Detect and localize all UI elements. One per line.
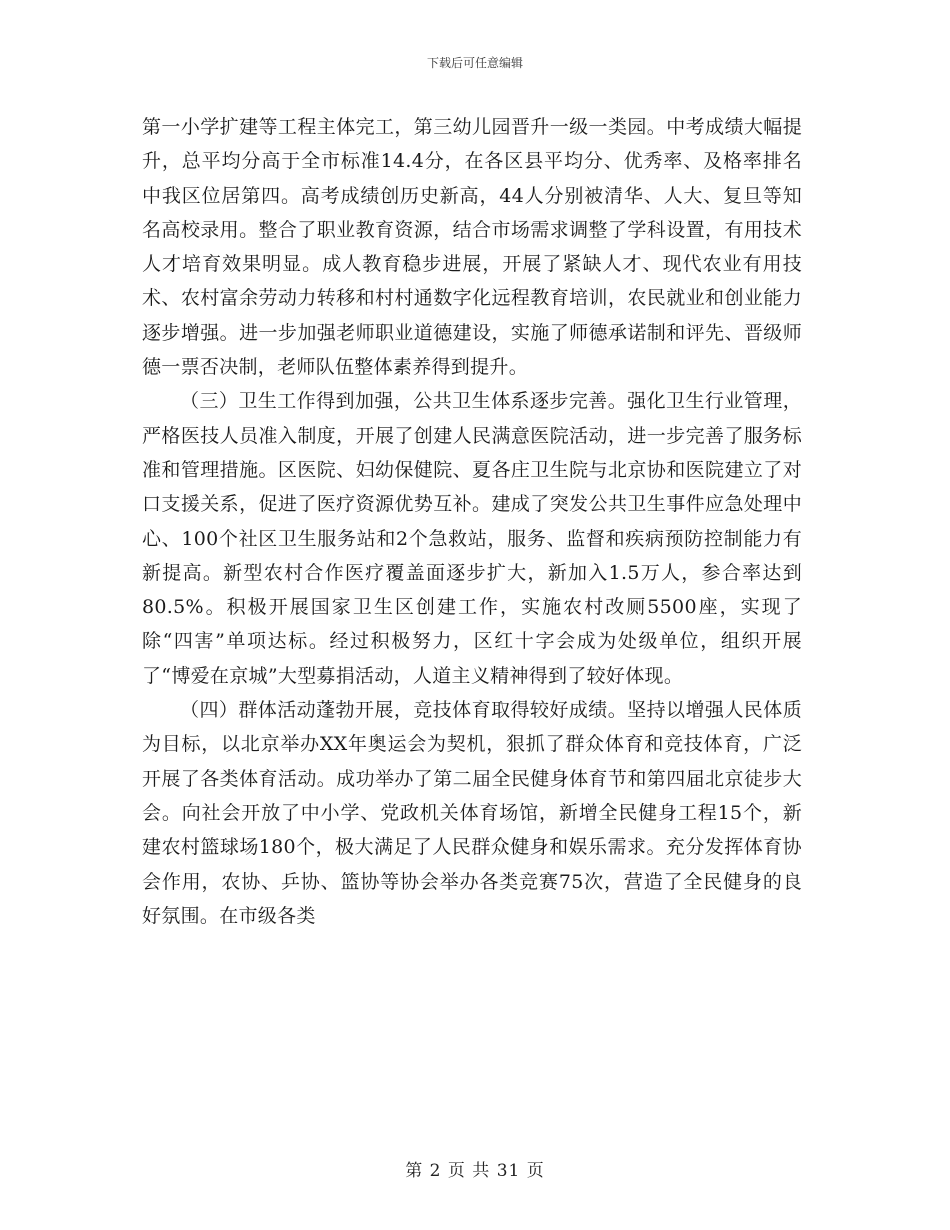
header-note: 下载后可任意编辑 xyxy=(426,56,523,70)
paragraph-health: （三）卫生工作得到加强，公共卫生体系逐步完善。强化卫生行业管理，严格医技人员准入制度，开展了创建人民满意医院活动，进一步完善了服务标准和管理措施。区医院、妇幼保健院、夏各庄卫生院与北京协和医院建立了对口支援关系，促进了医疗资源优势互补。建成了突发公共卫生事件应急处理中心、100个社区卫生服务站和2个急救站，服务、监督和疾病预防控制能力有新提高。新型农村合作医疗覆盖面逐步扩大，新加入1.5万人，参合率达到80.5%。积极开展国家卫生区创建工作，实施农村改厕5500座，实现了除“四害”单项达标。经过积极努力，区红十字会成为处级单位，组织开展了“博爱在京城”大型募捐活动，人道主义精神得到了较好体现。 xyxy=(142,390,802,687)
page-number-footer: 第 2 页 共 31 页 xyxy=(405,1161,545,1181)
paragraph-education: 第一小学扩建等工程主体完工，第三幼儿园晋升一级一类园。中考成绩大幅提升，总平均分高于全市标准14.4分，在各区县平均分、优秀率、及格率排名中我区位居第四。高考成绩创历史新高，44人分别被清华、人大、复旦等知名高校录用。整合了职业教育资源，结合市场需求调整了学科设置，有用技术人才培育效果明显。成人教育稳步进展，开展了紧缺人才、现代农业有用技术、农村富余劳动力转移和村村通数字化远程教育培训，农民就业和创业能力逐步增强。进一步加强老师职业道德建设，实施了师德承诺制和评先、晋级师德一票否决制，老师队伍整体素养得到提升。 xyxy=(142,116,802,379)
document-body xyxy=(142,110,802,933)
paragraph-sports: （四）群体活动蓬勃开展，竞技体育取得较好成绩。坚持以增强人民体质为目标，以北京举办XX年奥运会为契机，狠抓了群众体育和竞技体育，广泛开展了各类体育活动。成功举办了第二届全民健身体育节和第四届北京徒步大会。向社会开放了中小学、党政机关体育场馆，新增全民健身工程15个，新建农村篮球场180个，极大满足了人民群众健身和娱乐需求。充分发挥体育协会作用，农协、乒协、篮协等协会举办各类竞赛75次，营造了全民健身的良好氛围。在市级各类 xyxy=(142,699,802,927)
